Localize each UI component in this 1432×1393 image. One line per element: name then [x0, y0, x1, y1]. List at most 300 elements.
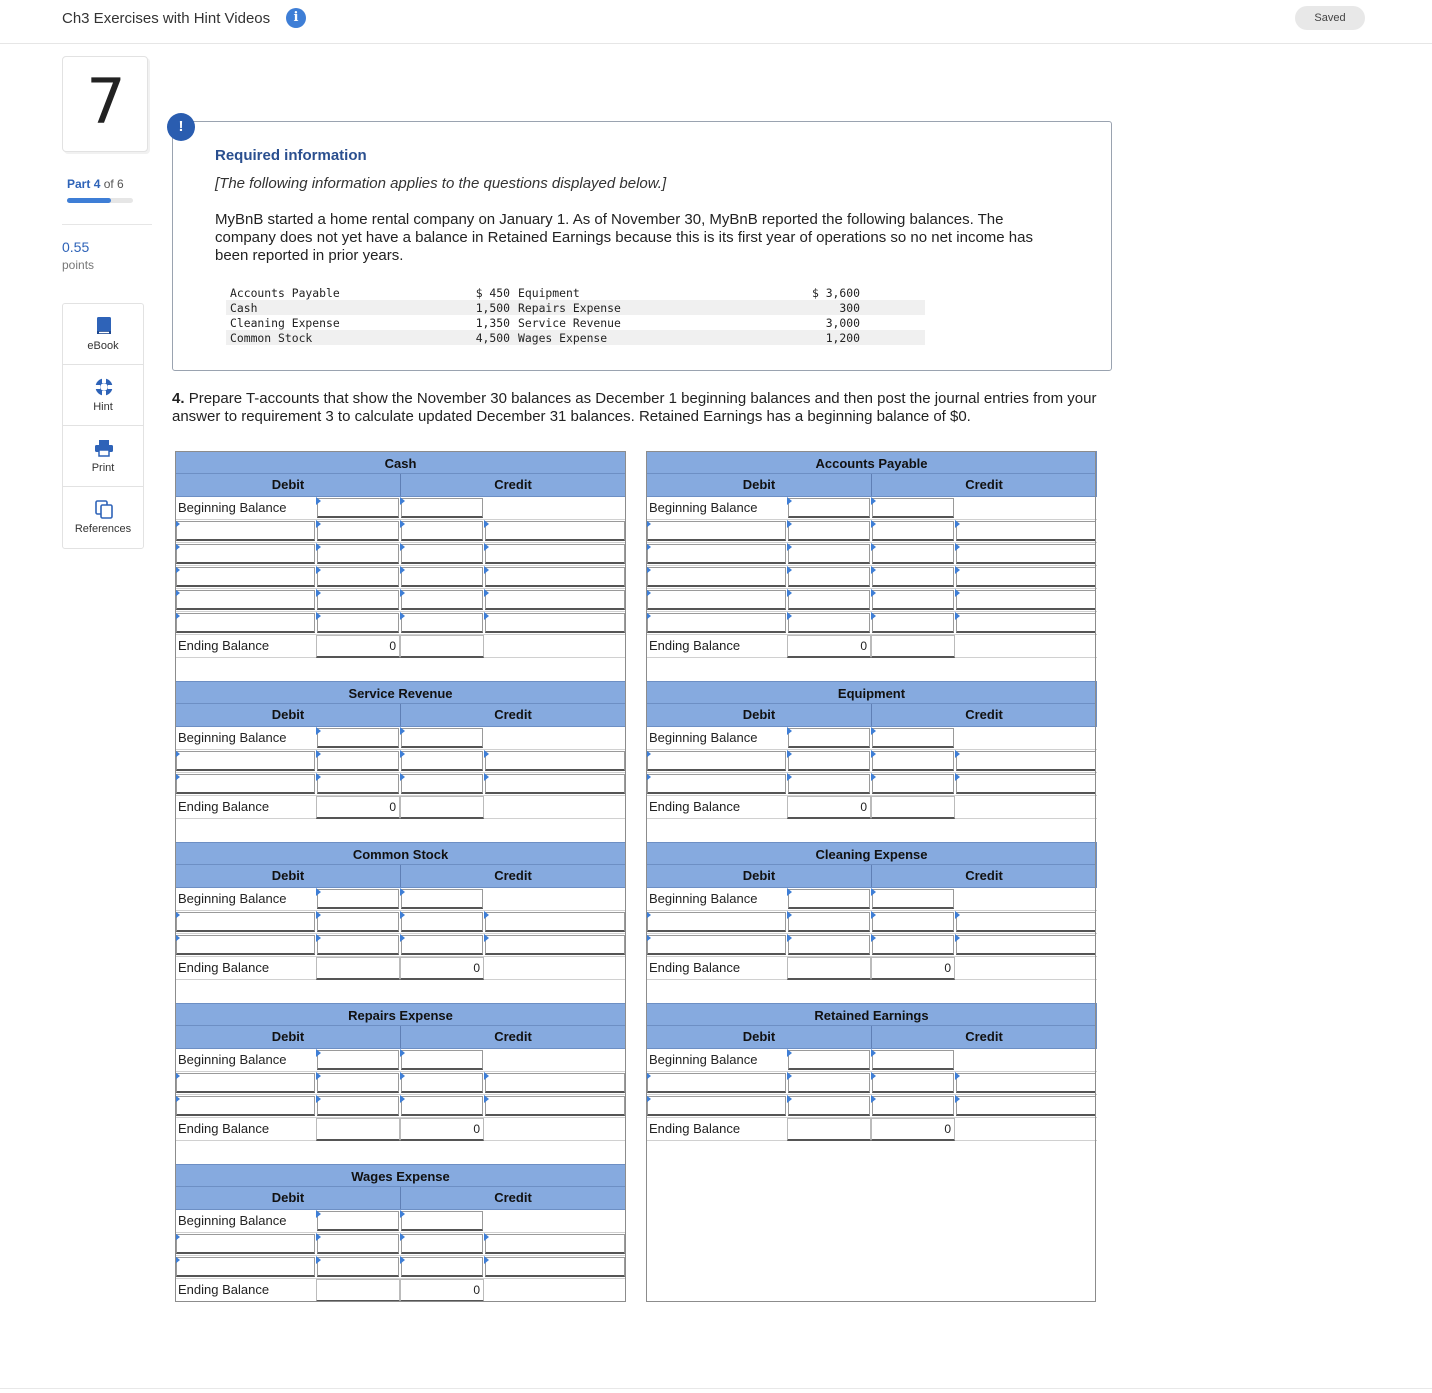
entry-row	[175, 543, 626, 566]
balance-row	[226, 330, 925, 345]
debit-account-dropdown[interactable]	[176, 1257, 315, 1277]
top-bar	[0, 0, 1432, 44]
credit-amount-input[interactable]	[956, 590, 1096, 610]
dropdown-flag-icon	[484, 1095, 489, 1103]
dropdown-flag-icon	[646, 543, 651, 551]
debit-amount-input-cell	[316, 911, 400, 934]
credit-account-dropdown-cell	[871, 911, 955, 934]
part-total: of 6	[103, 177, 124, 191]
debit-amount-input[interactable]	[317, 498, 399, 518]
balance-account-name: Common Stock	[226, 330, 366, 345]
debit-amount-input[interactable]	[317, 544, 399, 564]
credit-account-dropdown-cell	[400, 773, 484, 796]
dropdown-flag-icon	[400, 543, 405, 551]
credit-account-dropdown[interactable]	[401, 544, 483, 564]
entry-row	[175, 1095, 626, 1118]
ending-credit-total	[871, 957, 955, 980]
debit-amount-input[interactable]	[788, 751, 870, 771]
credit-account-dropdown-cell	[871, 773, 955, 796]
credit-amount-input-cell	[955, 911, 1097, 934]
credit-amount-input[interactable]	[956, 1096, 1096, 1116]
credit-amount-input[interactable]	[485, 521, 625, 541]
ending-balance-row	[175, 957, 626, 980]
credit-amount-input[interactable]	[956, 912, 1096, 932]
credit-amount-input[interactable]	[485, 544, 625, 564]
credit-account-dropdown[interactable]	[401, 935, 483, 955]
debit-account-dropdown[interactable]	[647, 1096, 786, 1116]
credit-account-input[interactable]	[401, 1050, 483, 1070]
references-button[interactable]	[63, 487, 143, 548]
debit-amount-input-cell	[787, 1095, 871, 1118]
required-info-subtitle: [The following information applies to the questions displayed below.]	[215, 175, 667, 192]
debit-account-dropdown[interactable]	[647, 751, 786, 771]
debit-amount-input[interactable]	[317, 912, 399, 932]
credit-amount-input-cell	[484, 543, 626, 566]
part-word: Part	[67, 177, 91, 191]
credit-account-input[interactable]	[872, 728, 954, 748]
ending-balance-row	[646, 1118, 1097, 1141]
debit-header: Debit	[176, 474, 401, 496]
credit-amount-input-cell	[484, 750, 626, 773]
credit-account-dropdown[interactable]	[401, 774, 483, 794]
credit-account-input[interactable]	[401, 728, 483, 748]
balance-spacer	[864, 285, 925, 300]
credit-account-input[interactable]	[401, 1211, 483, 1231]
dropdown-flag-icon	[316, 934, 321, 942]
dropdown-flag-icon	[400, 727, 405, 735]
dropdown-flag-icon	[955, 520, 960, 528]
debit-account-dropdown[interactable]	[176, 567, 315, 587]
dropdown-flag-icon	[646, 773, 651, 781]
debit-header: Debit	[647, 865, 872, 887]
debit-account-dropdown[interactable]	[176, 935, 315, 955]
credit-amount-input[interactable]	[956, 567, 1096, 587]
debit-amount-input-cell	[787, 543, 871, 566]
ending-balance-row	[175, 635, 626, 658]
alert-badge: !	[167, 113, 195, 141]
credit-account-input[interactable]	[872, 1050, 954, 1070]
credit-amount-input[interactable]	[485, 1073, 625, 1093]
dropdown-flag-icon	[787, 520, 792, 528]
debit-account-dropdown[interactable]	[176, 751, 315, 771]
question-body: Prepare T-accounts that show the November 30 balances as December 1 beginning balances and then post the journal entries from your answer to requirement 3 to calculate updated December 31 balances. Retained Earnings has a beginning balance of $0.	[172, 390, 1097, 425]
credit-amount-input[interactable]	[485, 613, 625, 633]
credit-account-dropdown-cell	[400, 1095, 484, 1118]
balance-account-name: Wages Expense	[514, 330, 674, 345]
credit-account-dropdown-cell	[871, 750, 955, 773]
credit-account-input-cell	[400, 497, 484, 520]
credit-account-dropdown-cell	[400, 1256, 484, 1279]
dropdown-flag-icon	[484, 520, 489, 528]
debit-amount-input[interactable]	[317, 1211, 399, 1231]
credit-header: Credit	[494, 1190, 532, 1205]
ending-debit-total	[787, 796, 871, 819]
credit-account-input-cell	[871, 888, 955, 911]
credit-account-input[interactable]	[401, 889, 483, 909]
debit-amount-input[interactable]	[788, 498, 870, 518]
credit-account-dropdown[interactable]	[872, 1073, 954, 1093]
dropdown-flag-icon	[955, 750, 960, 758]
entry-row	[646, 750, 1097, 773]
debit-account-dropdown[interactable]	[647, 521, 786, 541]
debit-amount-input[interactable]	[317, 751, 399, 771]
debit-amount-input[interactable]	[788, 544, 870, 564]
debit-amount-input[interactable]	[788, 728, 870, 748]
taccount-header	[175, 1187, 626, 1210]
debit-amount-input-cell	[787, 589, 871, 612]
debit-account-dropdown[interactable]	[647, 590, 786, 610]
taccount-header	[175, 865, 626, 888]
entry-row	[175, 566, 626, 589]
saved-status-badge: Saved	[1295, 6, 1365, 30]
credit-account-dropdown[interactable]	[872, 1096, 954, 1116]
entry-row	[175, 520, 626, 543]
dropdown-flag-icon	[871, 520, 876, 528]
debit-account-dropdown[interactable]	[176, 521, 315, 541]
credit-amount-input-cell	[484, 1233, 626, 1256]
entry-row	[175, 911, 626, 934]
ending-debit-total	[787, 957, 871, 980]
sidebar-divider	[62, 224, 152, 225]
debit-amount-input-cell	[787, 497, 871, 520]
credit-account-dropdown-cell	[871, 934, 955, 957]
debit-account-dropdown[interactable]	[176, 912, 315, 932]
dropdown-flag-icon	[484, 1233, 489, 1241]
dropdown-flag-icon	[787, 589, 792, 597]
dropdown-flag-icon	[175, 566, 180, 574]
credit-amount-input[interactable]	[485, 912, 625, 932]
dropdown-flag-icon	[646, 589, 651, 597]
debit-header: Debit	[176, 1026, 401, 1048]
credit-account-dropdown[interactable]	[872, 935, 954, 955]
taccount-header	[175, 704, 626, 727]
debit-amount-input-cell	[316, 727, 400, 750]
debit-amount-input[interactable]	[788, 889, 870, 909]
credit-account-dropdown-cell	[871, 589, 955, 612]
credit-amount-input[interactable]	[956, 521, 1096, 541]
credit-header: Credit	[965, 707, 1003, 722]
credit-account-dropdown[interactable]	[872, 544, 954, 564]
ending-debit-total	[316, 796, 400, 819]
debit-account-dropdown[interactable]	[647, 567, 786, 587]
account-dropdown-cell	[646, 589, 787, 612]
taccount-equipment	[646, 681, 1097, 819]
copy-icon	[94, 499, 114, 519]
balance-amount: 1,500	[366, 300, 514, 315]
credit-account-dropdown[interactable]	[872, 590, 954, 610]
dropdown-flag-icon	[400, 1095, 405, 1103]
dropdown-flag-icon	[871, 1095, 876, 1103]
question-text	[172, 390, 1117, 426]
dropdown-flag-icon	[400, 1210, 405, 1218]
credit-amount-input[interactable]	[956, 613, 1096, 633]
entry-row	[646, 773, 1097, 796]
ending-balance-label: Ending Balance	[646, 635, 787, 658]
credit-amount-input-cell	[955, 520, 1097, 543]
credit-amount-input[interactable]	[485, 1257, 625, 1277]
credit-amount-input[interactable]	[956, 1073, 1096, 1093]
ending-balance-row	[646, 796, 1097, 819]
ending-spacer	[955, 635, 1097, 658]
taccount-retained-earnings	[646, 1003, 1097, 1141]
dropdown-flag-icon	[787, 911, 792, 919]
dropdown-flag-icon	[871, 566, 876, 574]
debit-amount-input[interactable]	[788, 613, 870, 633]
dropdown-flag-icon	[871, 1049, 876, 1057]
references-label: References	[74, 523, 132, 535]
credit-account-dropdown[interactable]	[401, 613, 483, 633]
dropdown-flag-icon	[871, 497, 876, 505]
debit-amount-input[interactable]	[317, 567, 399, 587]
balance-account-name: Equipment	[518, 285, 580, 300]
credit-amount-input[interactable]	[956, 751, 1096, 771]
credit-account-input-cell	[400, 888, 484, 911]
credit-amount-input-cell	[955, 543, 1097, 566]
credit-account-dropdown[interactable]	[401, 751, 483, 771]
credit-amount-input[interactable]	[956, 774, 1096, 794]
credit-amount-input-cell	[955, 612, 1097, 635]
printer-icon	[94, 438, 114, 458]
dropdown-flag-icon	[955, 589, 960, 597]
debit-amount-input[interactable]	[317, 889, 399, 909]
credit-account-dropdown[interactable]	[872, 774, 954, 794]
debit-amount-input-cell	[316, 589, 400, 612]
credit-amount-input-cell	[955, 888, 1097, 911]
debit-amount-input-cell	[316, 612, 400, 635]
balance-account-name: Accounts Payable	[230, 285, 340, 300]
account-dropdown-cell	[175, 773, 316, 796]
ending-spacer	[955, 1118, 1097, 1141]
ending-balance-value: 0	[389, 800, 396, 814]
debit-amount-input[interactable]	[788, 774, 870, 794]
beginning-balance-label: Beginning Balance	[646, 727, 787, 750]
credit-header: Credit	[965, 477, 1003, 492]
debit-amount-input[interactable]	[317, 590, 399, 610]
assignment-title: Ch3 Exercises with Hint Videos	[62, 10, 271, 27]
credit-account-input[interactable]	[401, 498, 483, 518]
dropdown-flag-icon	[400, 1049, 405, 1057]
debit-amount-input[interactable]	[317, 1073, 399, 1093]
debit-account-dropdown[interactable]	[176, 544, 315, 564]
debit-account-dropdown[interactable]	[176, 1096, 315, 1116]
beginning-balance-label: Beginning Balance	[175, 888, 316, 911]
required-info-title: Required information	[215, 147, 367, 164]
entry-row	[646, 934, 1097, 957]
credit-account-dropdown[interactable]	[872, 912, 954, 932]
ending-balance-label: Ending Balance	[175, 635, 316, 658]
debit-account-dropdown[interactable]	[647, 912, 786, 932]
credit-account-dropdown[interactable]	[872, 521, 954, 541]
debit-amount-input[interactable]	[788, 590, 870, 610]
account-dropdown-cell	[646, 1072, 787, 1095]
credit-amount-input[interactable]	[485, 935, 625, 955]
credit-account-dropdown[interactable]	[401, 1073, 483, 1093]
credit-account-dropdown[interactable]	[401, 912, 483, 932]
dropdown-flag-icon	[787, 727, 792, 735]
ending-balance-value: 0	[944, 961, 951, 975]
debit-amount-input[interactable]	[317, 1050, 399, 1070]
credit-amount-input[interactable]	[485, 1096, 625, 1116]
balance-row	[226, 300, 925, 315]
dropdown-flag-icon	[484, 750, 489, 758]
taccount-common-stock	[175, 842, 626, 980]
beginning-balance-row	[175, 1210, 626, 1233]
balance-spacer	[864, 300, 925, 315]
credit-account-input-cell	[871, 727, 955, 750]
required-info-body: MyBnB started a home rental company on January 1. As of November 30, MyBnB reported the following balances. The company does not yet have a balance in Retained Earnings because this is its first year of operations so no net income has been reported in prior years.	[215, 211, 1033, 264]
debit-amount-input-cell	[787, 612, 871, 635]
ending-balance-label: Ending Balance	[175, 796, 316, 819]
credit-account-dropdown-cell	[400, 589, 484, 612]
bottom-divider	[0, 1388, 1432, 1389]
debit-amount-input[interactable]	[788, 912, 870, 932]
credit-amount-input-cell	[955, 566, 1097, 589]
dropdown-flag-icon	[175, 520, 180, 528]
credit-amount-input-cell	[484, 934, 626, 957]
credit-amount-input[interactable]	[956, 544, 1096, 564]
account-dropdown-cell	[646, 543, 787, 566]
taccount-title: Cash	[175, 451, 626, 474]
debit-amount-input[interactable]	[788, 1050, 870, 1070]
beginning-balance-row	[175, 497, 626, 520]
dropdown-flag-icon	[787, 497, 792, 505]
taccount-title: Wages Expense	[175, 1164, 626, 1187]
credit-amount-input[interactable]	[956, 935, 1096, 955]
lifebuoy-icon	[94, 377, 114, 397]
credit-account-dropdown-cell	[400, 566, 484, 589]
entry-row	[646, 543, 1097, 566]
debit-account-dropdown[interactable]	[176, 590, 315, 610]
credit-amount-input[interactable]	[485, 590, 625, 610]
account-dropdown-cell	[646, 1095, 787, 1118]
debit-account-dropdown[interactable]	[176, 1073, 315, 1093]
credit-account-input[interactable]	[872, 498, 954, 518]
account-dropdown-cell	[175, 911, 316, 934]
ending-spacer	[484, 957, 626, 980]
dropdown-flag-icon	[646, 750, 651, 758]
credit-amount-input-cell	[484, 1256, 626, 1279]
credit-amount-input[interactable]	[485, 751, 625, 771]
debit-amount-input-cell	[316, 934, 400, 957]
debit-amount-input[interactable]	[317, 1257, 399, 1277]
taccount-header	[646, 474, 1097, 497]
credit-account-dropdown[interactable]	[401, 1096, 483, 1116]
debit-amount-input[interactable]	[317, 728, 399, 748]
debit-amount-input[interactable]	[317, 613, 399, 633]
question-number-label: 4.	[172, 390, 185, 407]
credit-amount-input-cell	[484, 888, 626, 911]
account-dropdown-cell	[646, 934, 787, 957]
debit-account-dropdown[interactable]	[176, 1234, 315, 1254]
debit-amount-input[interactable]	[317, 774, 399, 794]
debit-amount-input[interactable]	[788, 1096, 870, 1116]
credit-account-dropdown[interactable]	[401, 1257, 483, 1277]
dropdown-flag-icon	[955, 612, 960, 620]
debit-account-dropdown[interactable]	[176, 774, 315, 794]
ebook-button[interactable]	[63, 304, 143, 365]
credit-amount-input[interactable]	[485, 1234, 625, 1254]
debit-account-dropdown[interactable]	[647, 613, 786, 633]
part-indicator	[67, 177, 124, 191]
debit-header: Debit	[176, 1187, 401, 1209]
debit-amount-input-cell	[316, 773, 400, 796]
debit-account-dropdown[interactable]	[647, 774, 786, 794]
debit-amount-input[interactable]	[788, 521, 870, 541]
debit-account-dropdown[interactable]	[647, 544, 786, 564]
dropdown-flag-icon	[787, 612, 792, 620]
dropdown-flag-icon	[400, 1256, 405, 1264]
ending-spacer	[955, 796, 1097, 819]
dropdown-flag-icon	[400, 750, 405, 758]
credit-account-dropdown[interactable]	[401, 1234, 483, 1254]
ending-debit-total	[316, 1279, 400, 1302]
debit-amount-input[interactable]	[788, 1073, 870, 1093]
credit-amount-input[interactable]	[485, 774, 625, 794]
dropdown-flag-icon	[484, 612, 489, 620]
debit-amount-input[interactable]	[788, 567, 870, 587]
debit-amount-input[interactable]	[788, 935, 870, 955]
dropdown-flag-icon	[787, 773, 792, 781]
hint-button[interactable]	[63, 365, 143, 426]
balance-row	[226, 285, 925, 300]
debit-amount-input-cell	[787, 750, 871, 773]
dropdown-flag-icon	[316, 566, 321, 574]
beginning-balance-label: Beginning Balance	[175, 1210, 316, 1233]
dropdown-flag-icon	[316, 750, 321, 758]
taccount-cash	[175, 451, 626, 658]
dropdown-flag-icon	[646, 911, 651, 919]
account-dropdown-cell	[175, 1233, 316, 1256]
credit-header: Credit	[494, 868, 532, 883]
taccount-title: Common Stock	[175, 842, 626, 865]
debit-amount-input[interactable]	[317, 1096, 399, 1116]
debit-amount-input[interactable]	[317, 1234, 399, 1254]
account-dropdown-cell	[646, 520, 787, 543]
ending-balance-value: 0	[944, 1122, 951, 1136]
dropdown-flag-icon	[175, 1072, 180, 1080]
account-dropdown-cell	[175, 1072, 316, 1095]
credit-account-input-cell	[871, 1049, 955, 1072]
credit-account-dropdown[interactable]	[872, 567, 954, 587]
credit-account-dropdown[interactable]	[401, 567, 483, 587]
account-dropdown-cell	[175, 750, 316, 773]
print-button[interactable]	[63, 426, 143, 487]
credit-account-dropdown[interactable]	[401, 521, 483, 541]
credit-account-input[interactable]	[872, 889, 954, 909]
dropdown-flag-icon	[871, 727, 876, 735]
account-dropdown-cell	[175, 566, 316, 589]
dropdown-flag-icon	[400, 1072, 405, 1080]
credit-account-dropdown[interactable]	[872, 613, 954, 633]
credit-amount-input[interactable]	[485, 567, 625, 587]
credit-account-dropdown[interactable]	[872, 751, 954, 771]
debit-account-dropdown[interactable]	[647, 1073, 786, 1093]
credit-account-dropdown-cell	[871, 1095, 955, 1118]
debit-amount-input[interactable]	[317, 935, 399, 955]
dropdown-flag-icon	[484, 1072, 489, 1080]
entry-row	[175, 750, 626, 773]
debit-amount-input[interactable]	[317, 521, 399, 541]
beginning-balance-label: Beginning Balance	[175, 1049, 316, 1072]
debit-account-dropdown[interactable]	[647, 935, 786, 955]
info-icon[interactable]: i	[286, 8, 306, 28]
ending-balance-value: 0	[860, 639, 867, 653]
credit-account-dropdown-cell	[400, 543, 484, 566]
debit-account-dropdown[interactable]	[176, 613, 315, 633]
credit-account-dropdown[interactable]	[401, 590, 483, 610]
entry-row	[646, 911, 1097, 934]
ending-balance-row	[175, 796, 626, 819]
